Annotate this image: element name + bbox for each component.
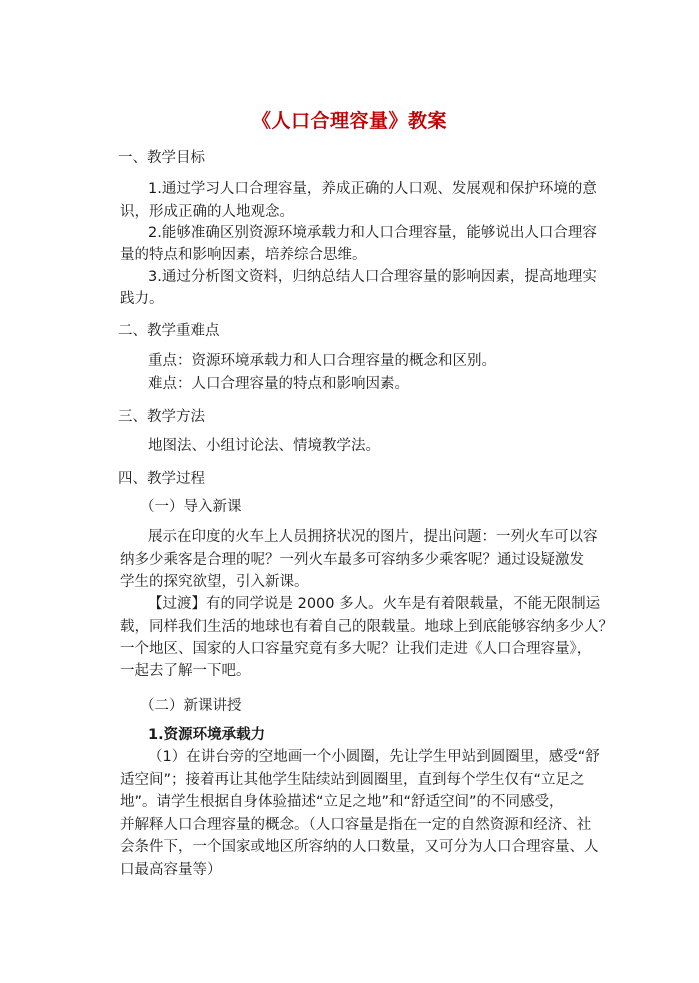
transition-line-1: 【过渡】有的同学说是 2000 多人。火车是有着限载量，不能无限制运 xyxy=(148,596,601,612)
section-heading-objectives: 一、教学目标 xyxy=(118,150,205,166)
transition-line-3: 一个地区、国家的人口容量究竟有多大呢？让我们走进《人口合理容量》， xyxy=(120,641,592,657)
activity-line-2: 适空间”；接着再让其他学生陆续站到圆圈里，直到每个学生仅有“立足之 xyxy=(120,772,585,788)
activity-line-3: 地”。请学生根据自身体验描述“立足之地”和“舒适空间”的不同感受， xyxy=(120,794,564,810)
section-heading-process: 四、教学过程 xyxy=(118,471,205,487)
key-point-line: 重点：资源环境承载力和人口合理容量的概念和区别。 xyxy=(148,353,496,369)
section-heading-key-points: 二、教学重难点 xyxy=(118,323,220,339)
objective-3-line-2: 践力。 xyxy=(120,291,164,307)
transition-line-2: 载，同样我们生活的地球也有着自己的限载量。地球上到底能够容纳多少人？ xyxy=(120,619,613,635)
objective-3-line-1: 3.通过分析图文资料，归纳总结人口合理容量的影响因素，提高地理实 xyxy=(148,269,597,285)
intro-line-1: 展示在印度的火车上人员拥挤状况的图片，提出问题：一列火车可以容 xyxy=(148,529,598,545)
intro-line-3: 学生的探究欲望，引入新课。 xyxy=(120,574,309,590)
subsection-intro: （一）导入新课 xyxy=(140,499,242,515)
activity-line-6: 口最高容量等） xyxy=(120,862,222,878)
difficult-point-line: 难点：人口合理容量的特点和影响因素。 xyxy=(148,376,409,392)
objective-2-line-2: 量的特点和影响因素，培养综合思维。 xyxy=(120,247,367,263)
activity-line-1: （1）在讲台旁的空地画一个小圆圈，先让学生甲站到圆圈里，感受“舒 xyxy=(148,749,600,765)
subsection-new-lesson: （二）新课讲授 xyxy=(140,698,242,714)
transition-line-4: 一起去了解一下吧。 xyxy=(120,663,251,679)
intro-line-2: 纳多少乘客是合理的呢？一列火车最多可容纳多少乘客呢？通过设疑激发 xyxy=(120,552,584,568)
objective-2-line-1: 2.能够准确区别资源环境承载力和人口合理容量，能够说出人口合理容 xyxy=(148,225,597,241)
objective-1-line-2: 识，形成正确的人地观念。 xyxy=(120,204,294,220)
methods-line: 地图法、小组讨论法、情境教学法。 xyxy=(148,438,380,454)
activity-line-5: 会条件下，一个国家或地区所容纳的人口数量，又可分为人口合理容量、人 xyxy=(120,839,599,855)
document-title: 《人口合理容量》教案 xyxy=(251,110,447,132)
activity-line-4: 并解释人口合理容量的概念。（人口容量是指在一定的自然资源和经济、社 xyxy=(120,817,592,833)
objective-1-line-1: 1.通过学习人口合理容量，养成正确的人口观、发展观和保护环境的意 xyxy=(148,181,597,197)
section-heading-methods: 三、教学方法 xyxy=(118,409,205,425)
topic-heading-carrying-capacity: 1.资源环境承载力 xyxy=(148,727,266,743)
